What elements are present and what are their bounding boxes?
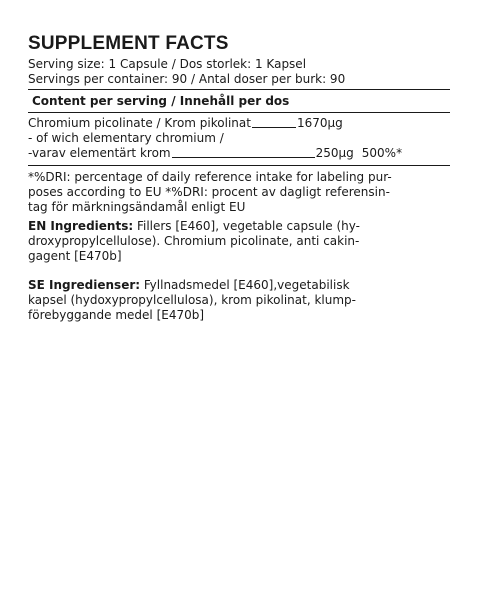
ingredients-en <box>28 219 450 264</box>
ingredients-se-text: Fyllnadsmedel [E460],vegetabilisk <box>140 278 350 292</box>
divider-bottom <box>28 165 450 166</box>
ingredient-row <box>28 116 450 131</box>
ingredients-se-text: kapsel (hydoxypropylcellulosa), krom pikolinat, klump- <box>28 293 356 307</box>
ingredient-name: Chromium picolinate / Krom pikolinat <box>28 116 251 130</box>
ingredients-se-text: förebyggande medel [E470b] <box>28 308 205 322</box>
serving-size: Serving size: 1 Capsule / Dos storlek: 1 Kapsel <box>28 57 307 71</box>
leader-line <box>172 157 315 158</box>
supplement-facts-panel <box>28 34 450 323</box>
elementary-amount: 250µg <box>315 146 354 160</box>
ingredients-en-text: gagent [E470b] <box>28 249 122 263</box>
facts-title: SUPPLEMENT FACTS <box>28 33 229 54</box>
divider-header <box>28 112 450 113</box>
ingredients-en-label: EN Ingredients: <box>28 219 134 233</box>
leader-line <box>252 127 296 128</box>
elementary-label: -varav elementärt krom <box>28 146 171 160</box>
elementary-dri: 500%* <box>361 146 403 160</box>
elementary-chromium-row <box>28 146 450 161</box>
ingredient-amount: 1670µg <box>296 116 343 130</box>
divider-top <box>28 89 450 90</box>
dri-note-line: poses according to EU *%DRI: procent av dagligt referensin- <box>28 185 390 199</box>
ingredients-se-label: SE Ingredienser: <box>28 278 141 292</box>
dri-note-line: *%DRI: percentage of daily reference intake for labeling pur- <box>28 170 392 184</box>
ingredients-se <box>28 278 450 323</box>
servings-per-container: Servings per container: 90 / Antal doser per burk: 90 <box>28 72 346 86</box>
content-header: Content per serving / Innehåll per dos <box>32 94 290 108</box>
sub-line-elementary: - of wich elementary chromium / <box>28 131 224 145</box>
dri-note-line: tag för märkningsändamål enligt EU <box>28 200 246 214</box>
ingredients-en-text: droxypropylcellulose). Chromium picolinate, anti cakin- <box>28 234 360 248</box>
dri-note <box>28 170 450 215</box>
ingredients-en-text: Fillers [E460], vegetable capsule (hy- <box>133 219 361 233</box>
